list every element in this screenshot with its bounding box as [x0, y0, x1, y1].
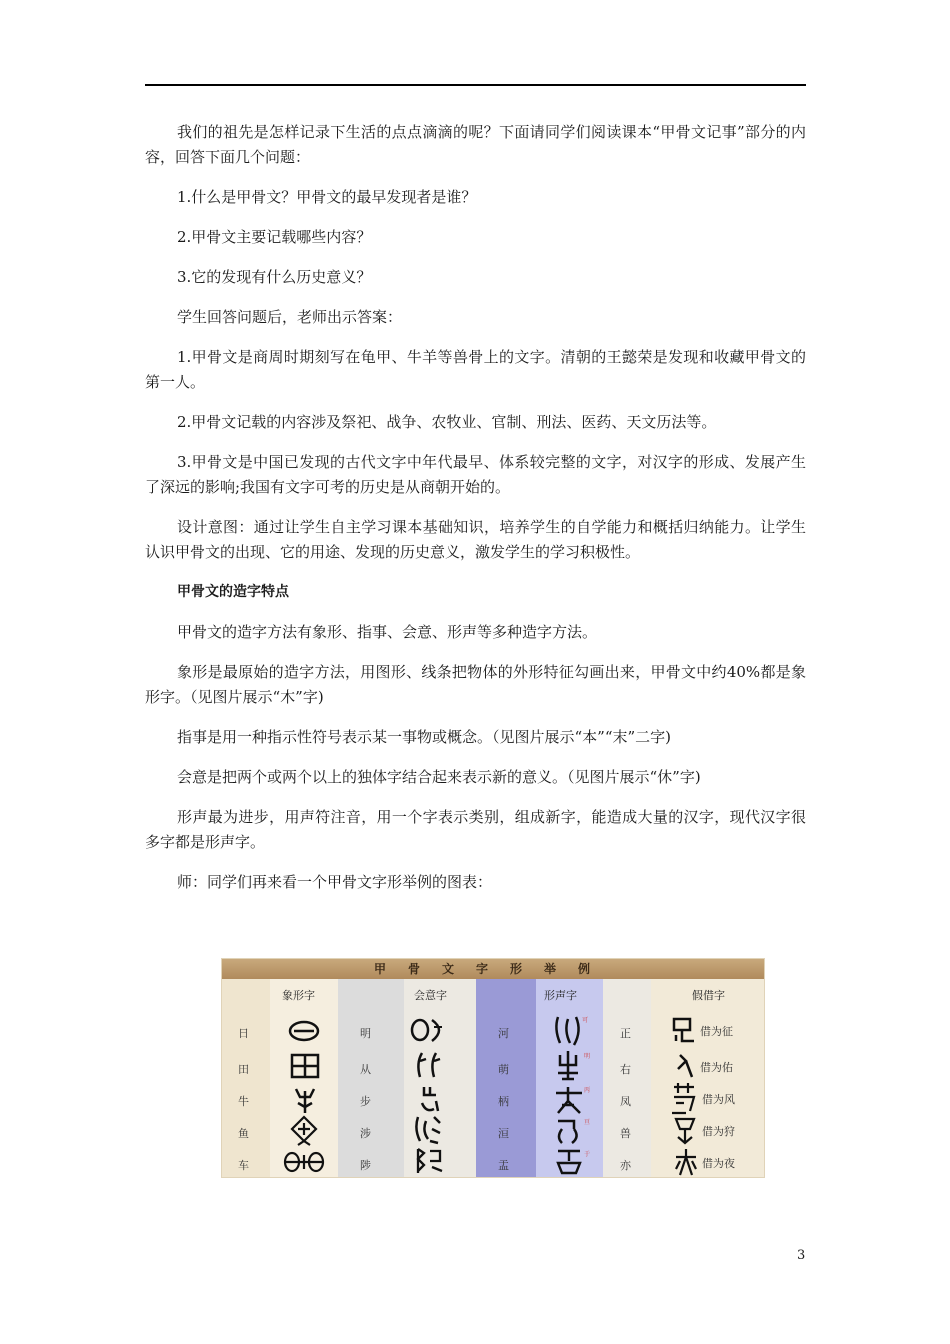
oracle-glyph-also [672, 1147, 700, 1177]
oracle-glyph-ascend [412, 1145, 448, 1177]
section-heading: 甲骨文的造字特点 [177, 584, 289, 600]
oracle-glyph-handle [552, 1083, 586, 1117]
ideograph-label: 陟 [360, 1159, 371, 1172]
ideograph-paragraph: 会意是把两个或两个以上的独体字结合起来表示新的意义。（见图片展示“休”字) [177, 768, 701, 786]
loan-label: 右 [620, 1063, 631, 1076]
answer-1: 1.甲骨文是商周时期刻写在龟甲、牛羊等兽骨上的文字。清朝的王懿荣是发现和收藏甲骨文的第一人。 [145, 348, 806, 391]
oracle-glyph-zheng [668, 1015, 698, 1045]
pictograph-label: 牛 [238, 1095, 249, 1108]
loan-note: 借为风 [702, 1093, 735, 1106]
oracle-glyph-right-hand [672, 1051, 698, 1081]
loan-label: 兽 [620, 1127, 631, 1140]
design-intent: 设计意图：通过让学生自主学习课本基础知识，培养学生的自学能力和概括归纳能力。让学生认识甲骨文的出现、它的用途、发现的历史意义，激发学生的学习积极性。 [145, 518, 806, 561]
phonetic-mark: 明 [584, 1053, 591, 1060]
figure-title: 甲骨文字形举例 [373, 962, 612, 976]
ideograph-label: 涉 [360, 1127, 371, 1140]
page-number: 3 [797, 1248, 806, 1263]
header-loan: 假借字 [692, 989, 725, 1002]
loan-label: 凤 [620, 1095, 631, 1108]
oracle-glyph-sun [286, 1017, 322, 1045]
loan-note: 借为佑 [700, 1061, 733, 1074]
oracle-glyph-ox [290, 1085, 320, 1115]
phonogram-paragraph: 形声最为进步，用声符注音，用一个字表示类别，组成新字，能造成大量的汉字，现代汉字很多字都是形声字。 [145, 808, 806, 851]
figure-title-bar [222, 959, 764, 979]
phonogram-label: 柄 [498, 1095, 509, 1108]
oracle-bone-chart-image [221, 958, 765, 1178]
pictograph-label: 鱼 [238, 1127, 249, 1140]
phonetic-mark: 亘 [584, 1119, 591, 1126]
phonogram-label: 盂 [498, 1159, 509, 1172]
oracle-glyph-step [416, 1083, 446, 1115]
loan-note: 借为狩 [702, 1125, 735, 1138]
pictograph-label: 车 [238, 1159, 249, 1172]
oracle-glyph-bowl [554, 1145, 584, 1177]
phonetic-mark: 可 [582, 1017, 589, 1024]
header-rule [145, 84, 806, 86]
pictograph-label: 田 [238, 1063, 249, 1076]
oracle-glyph-beast [670, 1115, 700, 1147]
loan-label: 亦 [620, 1159, 631, 1172]
phonetic-mark: 于 [584, 1151, 591, 1158]
header-phonogram: 形声字 [544, 989, 577, 1002]
figure-intro: 师：同学们再来看一个甲骨文字形举例的图表： [177, 873, 493, 891]
oracle-glyph-phoenix [668, 1081, 700, 1117]
loan-note: 借为夜 [702, 1157, 735, 1170]
document-body [145, 120, 806, 910]
phonetic-mark: 丙 [584, 1087, 591, 1094]
methods-paragraph: 甲骨文的造字方法有象形、指事、会意、形声等多种造字方法。 [177, 623, 598, 641]
question-3: 3.它的发现有什么历史意义？ [177, 268, 372, 286]
loan-note: 借为征 [700, 1025, 733, 1038]
oracle-glyph-fish [288, 1115, 320, 1147]
question-2: 2.甲骨文主要记载哪些内容？ [177, 228, 372, 246]
oracle-glyph-wade [412, 1113, 448, 1147]
ideograph-label: 步 [360, 1095, 371, 1108]
indicative-paragraph: 指事是用一种指示性符号表示某一事物或概念。（见图片展示“本”“末”二字) [177, 728, 672, 746]
answer-3: 3.甲骨文是中国已发现的古代文字中年代最早、体系较完整的文字，对汉字的形成、发展产生了深远的影响;我国有文字可考的历史是从商朝开始的。 [145, 453, 806, 496]
oracle-glyph-follow [412, 1049, 448, 1081]
phonogram-label: 河 [498, 1027, 509, 1040]
oracle-glyph-sprout [552, 1049, 586, 1083]
header-pictograph: 象形字 [282, 989, 315, 1002]
oracle-glyph-huan [552, 1115, 586, 1147]
pictograph-paragraph: 象形是最原始的造字方法，用图形、线条把物体的外形特征勾画出来，甲骨文中约40%都是象形字。（见图片展示“木”字) [145, 663, 806, 706]
loan-label: 正 [620, 1027, 631, 1040]
header-ideograph: 会意字 [414, 989, 447, 1002]
oracle-glyph-chariot [282, 1149, 326, 1175]
oracle-glyph-field [288, 1051, 322, 1081]
intro-paragraph: 我们的祖先是怎样记录下生活的点点滴滴的呢？下面请同学们阅读课本“甲骨文记事”部分的内容，回答下面几个问题： [145, 123, 806, 166]
ideograph-label: 明 [360, 1027, 371, 1040]
oracle-glyph-river [552, 1013, 589, 1047]
question-1: 1.什么是甲骨文？甲骨文的最早发现者是谁？ [177, 188, 477, 206]
answer-2: 2.甲骨文记载的内容涉及祭祀、战争、农牧业、官制、刑法、医药、天文历法等。 [177, 413, 717, 431]
pictograph-label: 日 [238, 1027, 249, 1040]
answer-intro: 学生回答问题后，老师出示答案： [177, 308, 403, 326]
phonogram-label: 洹 [498, 1127, 509, 1140]
oracle-glyph-bright [408, 1015, 450, 1045]
ideograph-label: 从 [360, 1063, 371, 1076]
phonogram-label: 萌 [498, 1063, 509, 1076]
